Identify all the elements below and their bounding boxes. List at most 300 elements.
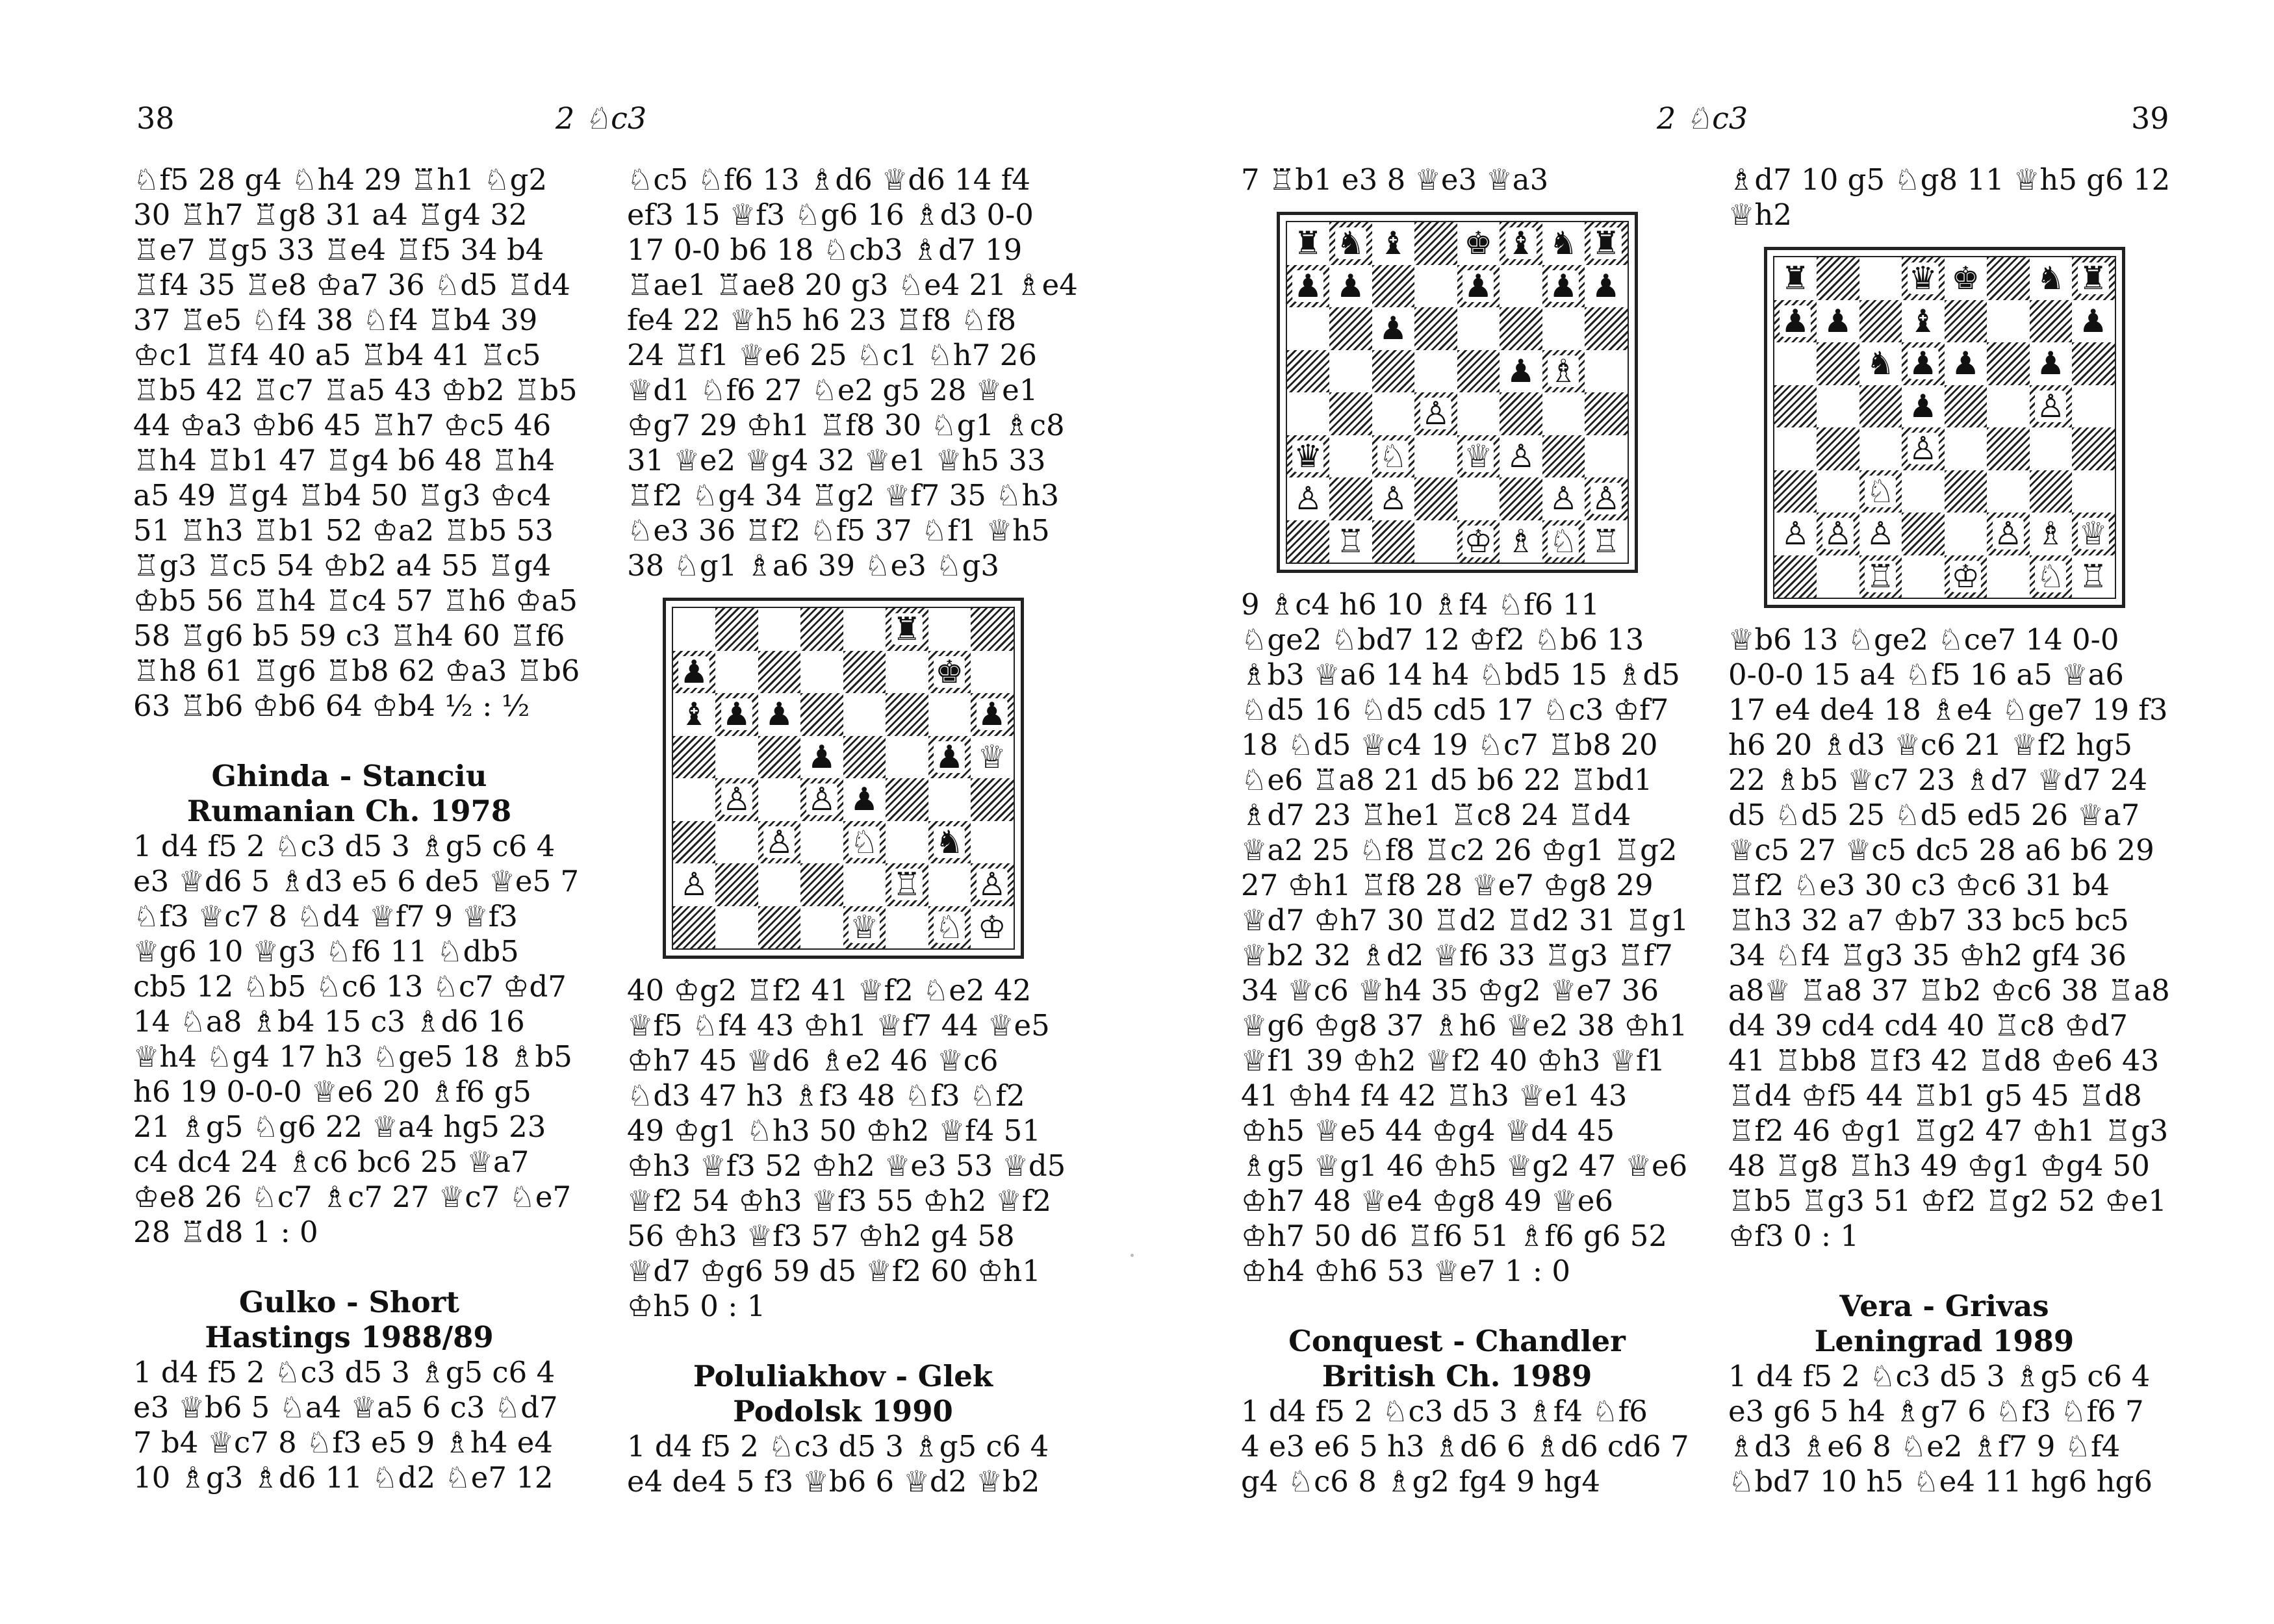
move-line: e3 ♕b6 5 ♘a4 ♕a5 6 c3 ♘d7 bbox=[133, 1390, 558, 1425]
chess-board bbox=[1286, 221, 1629, 564]
move-line: ♔f3 0 : 1 bbox=[1728, 1219, 1859, 1253]
board-square bbox=[2072, 300, 2115, 343]
text-column-2 bbox=[627, 162, 1078, 1499]
board-square bbox=[1585, 477, 1628, 520]
board-square bbox=[1500, 265, 1542, 308]
board-square bbox=[886, 906, 928, 949]
board-square bbox=[673, 821, 716, 864]
game-continuation bbox=[627, 162, 1078, 583]
board-square bbox=[1945, 555, 1987, 598]
black-knight-icon: ♞ bbox=[935, 823, 964, 861]
black-pawn-icon: ♟ bbox=[680, 653, 709, 691]
board-square bbox=[1542, 435, 1585, 478]
board-square bbox=[1817, 300, 1859, 343]
game-players: Ghinda - Stanciu bbox=[211, 759, 487, 793]
black-rook-icon: ♜ bbox=[1591, 225, 1620, 262]
page-number: 38 bbox=[136, 101, 175, 136]
white-queen-icon: ♕ bbox=[850, 908, 879, 946]
board-square bbox=[843, 693, 886, 736]
black-pawn-icon: ♟ bbox=[1908, 345, 1937, 383]
board-square bbox=[1329, 520, 1372, 563]
white-pawn-icon: ♙ bbox=[1866, 515, 1895, 553]
board-square bbox=[2072, 470, 2115, 513]
move-line: ♗d7 23 ♖he1 ♖c8 24 ♖d4 bbox=[1241, 798, 1631, 832]
board-square bbox=[1987, 257, 2030, 300]
board-square bbox=[1287, 222, 1330, 265]
move-line: ♕g6 ♔g8 37 ♗h6 ♕e2 38 ♔h1 bbox=[1241, 1008, 1688, 1043]
board-square bbox=[1500, 477, 1542, 520]
board-square bbox=[928, 736, 971, 779]
board-square bbox=[2030, 555, 2073, 598]
black-bishop-icon: ♝ bbox=[1379, 225, 1408, 262]
board-square bbox=[1902, 300, 1945, 343]
board-square bbox=[1585, 265, 1628, 308]
white-pawn-icon: ♙ bbox=[1379, 480, 1408, 518]
board-square bbox=[928, 821, 971, 864]
board-square bbox=[1414, 307, 1457, 350]
board-square bbox=[2030, 342, 2073, 385]
page-number: 39 bbox=[2131, 101, 2169, 136]
move-line: fe4 22 ♕h5 h6 23 ♖f8 ♘f8 bbox=[627, 303, 1017, 337]
board-square bbox=[1774, 385, 1817, 428]
game-event: Hastings 1988/89 bbox=[205, 1320, 494, 1354]
game-heading bbox=[1241, 1324, 1673, 1394]
black-pawn-icon: ♟ bbox=[1823, 302, 1852, 340]
game-continuation bbox=[1241, 587, 1689, 1289]
board-square bbox=[673, 651, 716, 694]
move-line: 27 ♔h1 ♖f8 28 ♕e7 ♔g8 29 bbox=[1241, 868, 1654, 902]
move-line: ♖b5 42 ♖c7 ♖a5 43 ♔b2 ♖b5 bbox=[133, 373, 578, 407]
black-pawn-icon: ♟ bbox=[807, 738, 836, 776]
move-line: 7 b4 ♕c7 8 ♘f3 e5 9 ♗h4 e4 bbox=[133, 1425, 554, 1460]
board-square bbox=[928, 693, 971, 736]
white-pawn-icon: ♙ bbox=[1908, 430, 1937, 468]
board-square bbox=[715, 821, 758, 864]
board-square bbox=[1372, 392, 1415, 435]
board-square bbox=[1774, 300, 1817, 343]
move-line: 22 ♗b5 ♕c7 23 ♗d7 ♕d7 24 bbox=[1728, 763, 2148, 797]
move-line: 1 d4 f5 2 ♘c3 d5 3 ♗g5 c6 4 bbox=[133, 829, 556, 863]
move-line: ♖h3 32 a7 ♔b7 33 bc5 bc5 bbox=[1728, 903, 2129, 937]
board-square bbox=[800, 608, 843, 651]
black-pawn-icon: ♟ bbox=[977, 696, 1006, 733]
board-square bbox=[1287, 350, 1330, 393]
move-line: 48 ♖g8 ♖h3 49 ♔g1 ♔g4 50 bbox=[1728, 1148, 2150, 1183]
game-players: Gulko - Short bbox=[238, 1285, 460, 1319]
white-knight-icon: ♘ bbox=[1379, 437, 1408, 475]
move-line: ♕d7 ♔g6 59 d5 ♕f2 60 ♔h1 bbox=[627, 1254, 1041, 1288]
gutter-mark bbox=[1131, 1254, 1134, 1257]
move-line: ♖f2 46 ♔g1 ♖g2 47 ♔h1 ♖g3 bbox=[1728, 1113, 2169, 1148]
move-line: g4 ♘c6 8 ♗g2 fg4 9 hg4 bbox=[1241, 1464, 1600, 1499]
board-square bbox=[971, 821, 1014, 864]
move-line: d4 39 cd4 cd4 40 ♖c8 ♔d7 bbox=[1728, 1008, 2128, 1043]
board-square bbox=[1329, 477, 1372, 520]
move-line: ♕h2 bbox=[1728, 197, 1792, 232]
move-line: ♗b3 ♕a6 14 h4 ♘bd5 15 ♗d5 bbox=[1241, 657, 1680, 692]
white-pawn-icon: ♙ bbox=[722, 781, 751, 818]
black-pawn-icon: ♟ bbox=[722, 696, 751, 733]
game-continuation bbox=[1728, 162, 2171, 233]
board-square bbox=[2030, 427, 2073, 470]
black-bishop-icon: ♝ bbox=[680, 696, 709, 733]
move-line: ♘c5 ♘f6 13 ♗d6 ♕d6 14 f4 bbox=[627, 162, 1030, 197]
board-square bbox=[1774, 470, 1817, 513]
game-continuation bbox=[627, 973, 1066, 1324]
board-square bbox=[1542, 477, 1585, 520]
move-line: 17 0-0 b6 18 ♘cb3 ♗d7 19 bbox=[627, 233, 1023, 267]
board-square bbox=[1987, 427, 2030, 470]
board-square bbox=[1902, 513, 1945, 555]
black-queen-icon: ♛ bbox=[1294, 437, 1323, 475]
board-square bbox=[843, 863, 886, 906]
board-square bbox=[843, 736, 886, 779]
chess-diagram bbox=[663, 598, 1024, 959]
board-square bbox=[758, 608, 801, 651]
move-line: 31 ♕e2 ♕g4 32 ♕e1 ♕h5 33 bbox=[627, 443, 1046, 477]
move-line: ♕f1 39 ♔h2 ♕f2 40 ♔h3 ♕f1 bbox=[1241, 1043, 1666, 1078]
board-square bbox=[1372, 265, 1415, 308]
move-line: 4 e3 e6 5 h3 ♗d6 6 ♗d6 cd6 7 bbox=[1241, 1429, 1689, 1464]
board-square bbox=[1859, 385, 1902, 428]
running-head: 2 ♘c3 bbox=[1657, 101, 1748, 136]
board-square bbox=[800, 693, 843, 736]
board-square bbox=[1585, 520, 1628, 563]
board-square bbox=[1457, 477, 1500, 520]
move-line: ♖f2 ♘g4 34 ♖g2 ♕f7 35 ♘h3 bbox=[627, 478, 1060, 513]
board-square bbox=[1542, 307, 1585, 350]
black-king-icon: ♚ bbox=[935, 653, 964, 691]
move-line: 44 ♔a3 ♔b6 45 ♖h7 ♔c5 46 bbox=[133, 408, 552, 442]
white-pawn-icon: ♙ bbox=[807, 781, 836, 818]
board-square bbox=[886, 821, 928, 864]
board-square bbox=[1902, 427, 1945, 470]
board-square bbox=[673, 863, 716, 906]
move-line: ♘bd7 10 h5 ♘e4 11 hg6 hg6 bbox=[1728, 1464, 2153, 1499]
board-square bbox=[2072, 257, 2115, 300]
black-pawn-icon: ♟ bbox=[1781, 302, 1810, 340]
black-pawn-icon: ♟ bbox=[1908, 387, 1937, 425]
move-line: c4 dc4 24 ♗c6 bc6 25 ♕a7 bbox=[133, 1145, 530, 1179]
move-line: 24 ♖f1 ♕e6 25 ♘c1 ♘h7 26 bbox=[627, 338, 1037, 372]
white-king-icon: ♔ bbox=[1464, 522, 1493, 560]
board-square bbox=[1372, 477, 1415, 520]
board-square bbox=[2072, 385, 2115, 428]
move-line: ♔h7 50 d6 ♖f6 51 ♗f6 g6 52 bbox=[1241, 1219, 1667, 1253]
board-square bbox=[1414, 392, 1457, 435]
board-square bbox=[800, 651, 843, 694]
white-pawn-icon: ♙ bbox=[765, 823, 794, 861]
board-square bbox=[2030, 513, 2073, 555]
move-line: a5 49 ♖g4 ♖b4 50 ♖g3 ♔c4 bbox=[133, 478, 552, 513]
move-line: 30 ♖h7 ♖g8 31 a4 ♖g4 32 bbox=[133, 197, 528, 232]
black-bishop-icon: ♝ bbox=[1506, 225, 1535, 262]
chess-board bbox=[1773, 256, 2116, 599]
board-square bbox=[1414, 350, 1457, 393]
board-square bbox=[2030, 385, 2073, 428]
board-square bbox=[1457, 265, 1500, 308]
board-square bbox=[1329, 265, 1372, 308]
move-line: h6 19 0-0-0 ♕e6 20 ♗f6 g5 bbox=[133, 1074, 531, 1109]
board-square bbox=[1945, 342, 1987, 385]
move-line: ♘e6 ♖a8 21 d5 b6 22 ♖bd1 bbox=[1241, 763, 1653, 797]
move-line: 49 ♔g1 ♘h3 50 ♔h2 ♕f4 51 bbox=[627, 1113, 1041, 1148]
game-event: Rumanian Ch. 1978 bbox=[186, 794, 512, 828]
white-pawn-icon: ♙ bbox=[1294, 480, 1323, 518]
board-square bbox=[971, 651, 1014, 694]
move-line: ♕d1 ♘f6 27 ♘e2 g5 28 ♕e1 bbox=[627, 373, 1038, 407]
game-moves bbox=[133, 829, 580, 1250]
board-square bbox=[1287, 307, 1330, 350]
move-line: ♘f5 28 g4 ♘h4 29 ♖h1 ♘g2 bbox=[133, 162, 548, 197]
black-knight-icon: ♞ bbox=[1336, 225, 1365, 262]
board-square bbox=[1372, 307, 1415, 350]
game-heading bbox=[627, 1359, 1059, 1429]
black-pawn-icon: ♟ bbox=[935, 738, 964, 776]
board-square bbox=[673, 906, 716, 949]
white-rook-icon: ♖ bbox=[1591, 522, 1620, 560]
move-line: 37 ♖e5 ♘f4 38 ♘f4 ♖b4 39 bbox=[133, 303, 538, 337]
move-line: cb5 12 ♘b5 ♘c6 13 ♘c7 ♔d7 bbox=[133, 969, 567, 1004]
board-square bbox=[1500, 520, 1542, 563]
board-square bbox=[2072, 427, 2115, 470]
move-line: 56 ♔h3 ♕f3 57 ♔h2 g4 58 bbox=[627, 1219, 1015, 1253]
white-rook-icon: ♖ bbox=[2078, 557, 2108, 595]
move-line: ♔h5 0 : 1 bbox=[627, 1289, 766, 1323]
game-heading bbox=[1728, 1289, 2160, 1359]
board-square bbox=[1457, 222, 1500, 265]
board-square bbox=[843, 906, 886, 949]
board-square bbox=[800, 906, 843, 949]
white-queen-icon: ♕ bbox=[2078, 515, 2108, 553]
move-line: a8♕ ♖a8 37 ♖b2 ♔c6 38 ♖a8 bbox=[1728, 973, 2170, 1008]
board-square bbox=[971, 863, 1014, 906]
white-pawn-icon: ♙ bbox=[2036, 387, 2065, 425]
board-square bbox=[928, 906, 971, 949]
board-square bbox=[1457, 350, 1500, 393]
board-square bbox=[886, 863, 928, 906]
board-square bbox=[1945, 513, 1987, 555]
move-line: ♔h7 48 ♕e4 ♔g8 49 ♕e6 bbox=[1241, 1184, 1613, 1218]
board-square bbox=[1414, 222, 1457, 265]
board-square bbox=[1987, 385, 2030, 428]
move-line: 14 ♘a8 ♗b4 15 c3 ♗d6 16 bbox=[133, 1004, 525, 1039]
move-line: 28 ♖d8 1 : 0 bbox=[133, 1215, 318, 1249]
move-line: 1 d4 f5 2 ♘c3 d5 3 ♗g5 c6 4 bbox=[133, 1355, 556, 1389]
move-line: ♘e3 36 ♖f2 ♘f5 37 ♘f1 ♕h5 bbox=[627, 513, 1050, 548]
board-square bbox=[1859, 470, 1902, 513]
white-pawn-icon: ♙ bbox=[1823, 515, 1852, 553]
board-square bbox=[758, 821, 801, 864]
move-line: 41 ♖bb8 ♖f3 42 ♖d8 ♔e6 43 bbox=[1728, 1043, 2160, 1078]
move-line: ♔h3 ♕f3 52 ♔h2 ♕e3 53 ♕d5 bbox=[627, 1148, 1066, 1183]
board-square bbox=[1457, 435, 1500, 478]
board-square bbox=[800, 863, 843, 906]
move-line: 63 ♖b6 ♔b6 64 ♔b4 ½ : ½ bbox=[133, 689, 530, 723]
board-square bbox=[1774, 513, 1817, 555]
white-pawn-icon: ♙ bbox=[1781, 515, 1810, 553]
game-players: Poluliakhov - Glek bbox=[693, 1359, 993, 1393]
move-line: 18 ♘d5 ♕c4 19 ♘c7 ♖b8 20 bbox=[1241, 728, 1658, 762]
board-square bbox=[800, 736, 843, 779]
move-line: ♖h4 ♖b1 47 ♖g4 b6 48 ♖h4 bbox=[133, 443, 556, 477]
game-continuation bbox=[1241, 162, 1673, 197]
board-square bbox=[971, 693, 1014, 736]
game-event: Leningrad 1989 bbox=[1814, 1324, 2075, 1358]
board-square bbox=[1542, 265, 1585, 308]
board-square bbox=[800, 821, 843, 864]
board-square bbox=[1457, 307, 1500, 350]
black-queen-icon: ♛ bbox=[1908, 260, 1937, 298]
move-line: ♖e7 ♖g5 33 ♖e4 ♖f5 34 b4 bbox=[133, 233, 544, 267]
board-square bbox=[1987, 342, 2030, 385]
game-players: Vera - Grivas bbox=[1839, 1289, 2049, 1323]
move-line: ♗g5 ♕g1 46 ♔h5 ♕g2 47 ♕e6 bbox=[1241, 1148, 1688, 1183]
board-square bbox=[843, 651, 886, 694]
white-pawn-icon: ♙ bbox=[1549, 480, 1578, 518]
board-square bbox=[886, 778, 928, 821]
black-pawn-icon: ♟ bbox=[1379, 310, 1408, 348]
move-line: 10 ♗g3 ♗d6 11 ♘d2 ♘e7 12 bbox=[133, 1460, 554, 1495]
move-line: 58 ♖g6 b5 59 c3 ♖h4 60 ♖f6 bbox=[133, 618, 565, 653]
move-line: ef3 15 ♕f3 ♘g6 16 ♗d3 0-0 bbox=[627, 197, 1034, 232]
move-line: ♖h8 61 ♖g6 ♖b8 62 ♔a3 ♖b6 bbox=[133, 653, 580, 688]
move-line: e3 ♕d6 5 ♗d3 e5 6 de5 ♕e5 7 bbox=[133, 864, 580, 898]
black-pawn-icon: ♟ bbox=[765, 696, 794, 733]
board-square bbox=[1987, 555, 2030, 598]
board-square bbox=[1945, 257, 1987, 300]
move-line: 34 ♘f4 ♖g3 35 ♔h2 gf4 36 bbox=[1728, 938, 2127, 972]
board-square bbox=[1500, 307, 1542, 350]
move-line: ♗d3 ♗e6 8 ♘e2 ♗f7 9 ♘f4 bbox=[1728, 1429, 2121, 1464]
board-square bbox=[1287, 435, 1330, 478]
board-square bbox=[1287, 520, 1330, 563]
board-square bbox=[1329, 392, 1372, 435]
move-line: ♖f2 ♘e3 30 c3 ♔c6 31 b4 bbox=[1728, 868, 2110, 902]
black-pawn-icon: ♟ bbox=[1951, 345, 1980, 383]
board-square bbox=[1817, 427, 1859, 470]
white-knight-icon: ♘ bbox=[850, 823, 879, 861]
black-knight-icon: ♞ bbox=[1866, 345, 1895, 383]
move-line: 41 ♔h4 f4 42 ♖h3 ♕e1 43 bbox=[1241, 1078, 1628, 1113]
board-square bbox=[1329, 222, 1372, 265]
black-pawn-icon: ♟ bbox=[850, 781, 879, 818]
board-square bbox=[928, 651, 971, 694]
game-heading bbox=[133, 759, 565, 829]
white-pawn-icon: ♙ bbox=[1421, 395, 1450, 433]
white-pawn-icon: ♙ bbox=[680, 866, 709, 904]
move-line: ♘f3 ♕c7 8 ♘d4 ♕f7 9 ♕f3 bbox=[133, 899, 518, 933]
board-square bbox=[1542, 392, 1585, 435]
black-pawn-icon: ♟ bbox=[1549, 267, 1578, 305]
board-square bbox=[971, 736, 1014, 779]
board-square bbox=[1987, 300, 2030, 343]
board-square bbox=[1774, 342, 1817, 385]
board-square bbox=[800, 778, 843, 821]
board-square bbox=[715, 906, 758, 949]
move-line: e4 de4 5 f3 ♕b6 6 ♕d2 ♕b2 bbox=[627, 1464, 1040, 1499]
move-line: ♘ge2 ♘bd7 12 ♔f2 ♘b6 13 bbox=[1241, 622, 1644, 657]
board-square bbox=[1414, 477, 1457, 520]
board-square bbox=[971, 906, 1014, 949]
move-line: ♔b5 56 ♖h4 ♖c4 57 ♖h6 ♔a5 bbox=[133, 583, 578, 618]
white-bishop-icon: ♗ bbox=[2036, 515, 2065, 553]
board-square bbox=[1372, 222, 1415, 265]
black-pawn-icon: ♟ bbox=[1294, 267, 1323, 305]
white-pawn-icon: ♙ bbox=[1591, 480, 1620, 518]
board-square bbox=[1500, 350, 1542, 393]
board-square bbox=[971, 778, 1014, 821]
move-line: 51 ♖h3 ♖b1 52 ♔a2 ♖b5 53 bbox=[133, 513, 554, 548]
game-moves bbox=[1241, 1394, 1689, 1499]
move-line: ♔c1 ♖f4 40 a5 ♖b4 41 ♖c5 bbox=[133, 338, 541, 372]
board-square bbox=[673, 608, 716, 651]
board-square bbox=[1817, 555, 1859, 598]
text-column-3 bbox=[1241, 162, 1689, 1499]
move-line: ♔e8 26 ♘c7 ♗c7 27 ♕c7 ♘e7 bbox=[133, 1180, 572, 1214]
board-square bbox=[928, 608, 971, 651]
black-knight-icon: ♞ bbox=[1549, 225, 1578, 262]
board-square bbox=[673, 778, 716, 821]
white-bishop-icon: ♗ bbox=[1506, 522, 1535, 560]
board-square bbox=[1585, 350, 1628, 393]
board-square bbox=[1987, 470, 2030, 513]
move-line: ♗d7 10 g5 ♘g8 11 ♕h5 g6 12 bbox=[1728, 162, 2171, 197]
move-line: ♔h5 ♕e5 44 ♔g4 ♕d4 45 bbox=[1241, 1113, 1615, 1148]
black-king-icon: ♚ bbox=[1464, 225, 1493, 262]
board-square bbox=[1585, 222, 1628, 265]
board-square bbox=[1945, 385, 1987, 428]
board-square bbox=[1945, 470, 1987, 513]
board-square bbox=[1287, 477, 1330, 520]
black-pawn-icon: ♟ bbox=[1506, 352, 1535, 390]
move-line: 40 ♔g2 ♖f2 41 ♕f2 ♘e2 42 bbox=[627, 973, 1032, 1008]
board-square bbox=[1859, 257, 1902, 300]
board-square bbox=[971, 608, 1014, 651]
board-square bbox=[886, 608, 928, 651]
board-square bbox=[1500, 392, 1542, 435]
board-square bbox=[1902, 342, 1945, 385]
board-square bbox=[886, 736, 928, 779]
move-line: ♘d3 47 h3 ♗f3 48 ♘f3 ♘f2 bbox=[627, 1078, 1025, 1113]
move-line: ♖b5 ♖g3 51 ♔f2 ♖g2 52 ♔e1 bbox=[1728, 1184, 2167, 1218]
board-square bbox=[843, 778, 886, 821]
black-rook-icon: ♜ bbox=[2078, 260, 2108, 298]
white-pawn-icon: ♙ bbox=[1993, 515, 2023, 553]
board-square bbox=[1774, 257, 1817, 300]
board-square bbox=[1945, 427, 1987, 470]
board-square bbox=[715, 651, 758, 694]
move-line: ♔h4 ♔h6 53 ♕e7 1 : 0 bbox=[1241, 1254, 1571, 1288]
board-square bbox=[1585, 435, 1628, 478]
board-square bbox=[1457, 392, 1500, 435]
board-square bbox=[1774, 427, 1817, 470]
board-square bbox=[1542, 350, 1585, 393]
black-king-icon: ♚ bbox=[1951, 260, 1980, 298]
board-square bbox=[1859, 555, 1902, 598]
board-square bbox=[1817, 470, 1859, 513]
board-square bbox=[758, 863, 801, 906]
white-knight-icon: ♘ bbox=[1866, 472, 1895, 510]
board-square bbox=[715, 863, 758, 906]
board-square bbox=[1817, 513, 1859, 555]
white-rook-icon: ♖ bbox=[892, 866, 921, 904]
board-square bbox=[758, 736, 801, 779]
board-square bbox=[1457, 520, 1500, 563]
game-players: Conquest - Chandler bbox=[1288, 1324, 1626, 1358]
white-pawn-icon: ♙ bbox=[977, 866, 1006, 904]
board-square bbox=[1372, 350, 1415, 393]
